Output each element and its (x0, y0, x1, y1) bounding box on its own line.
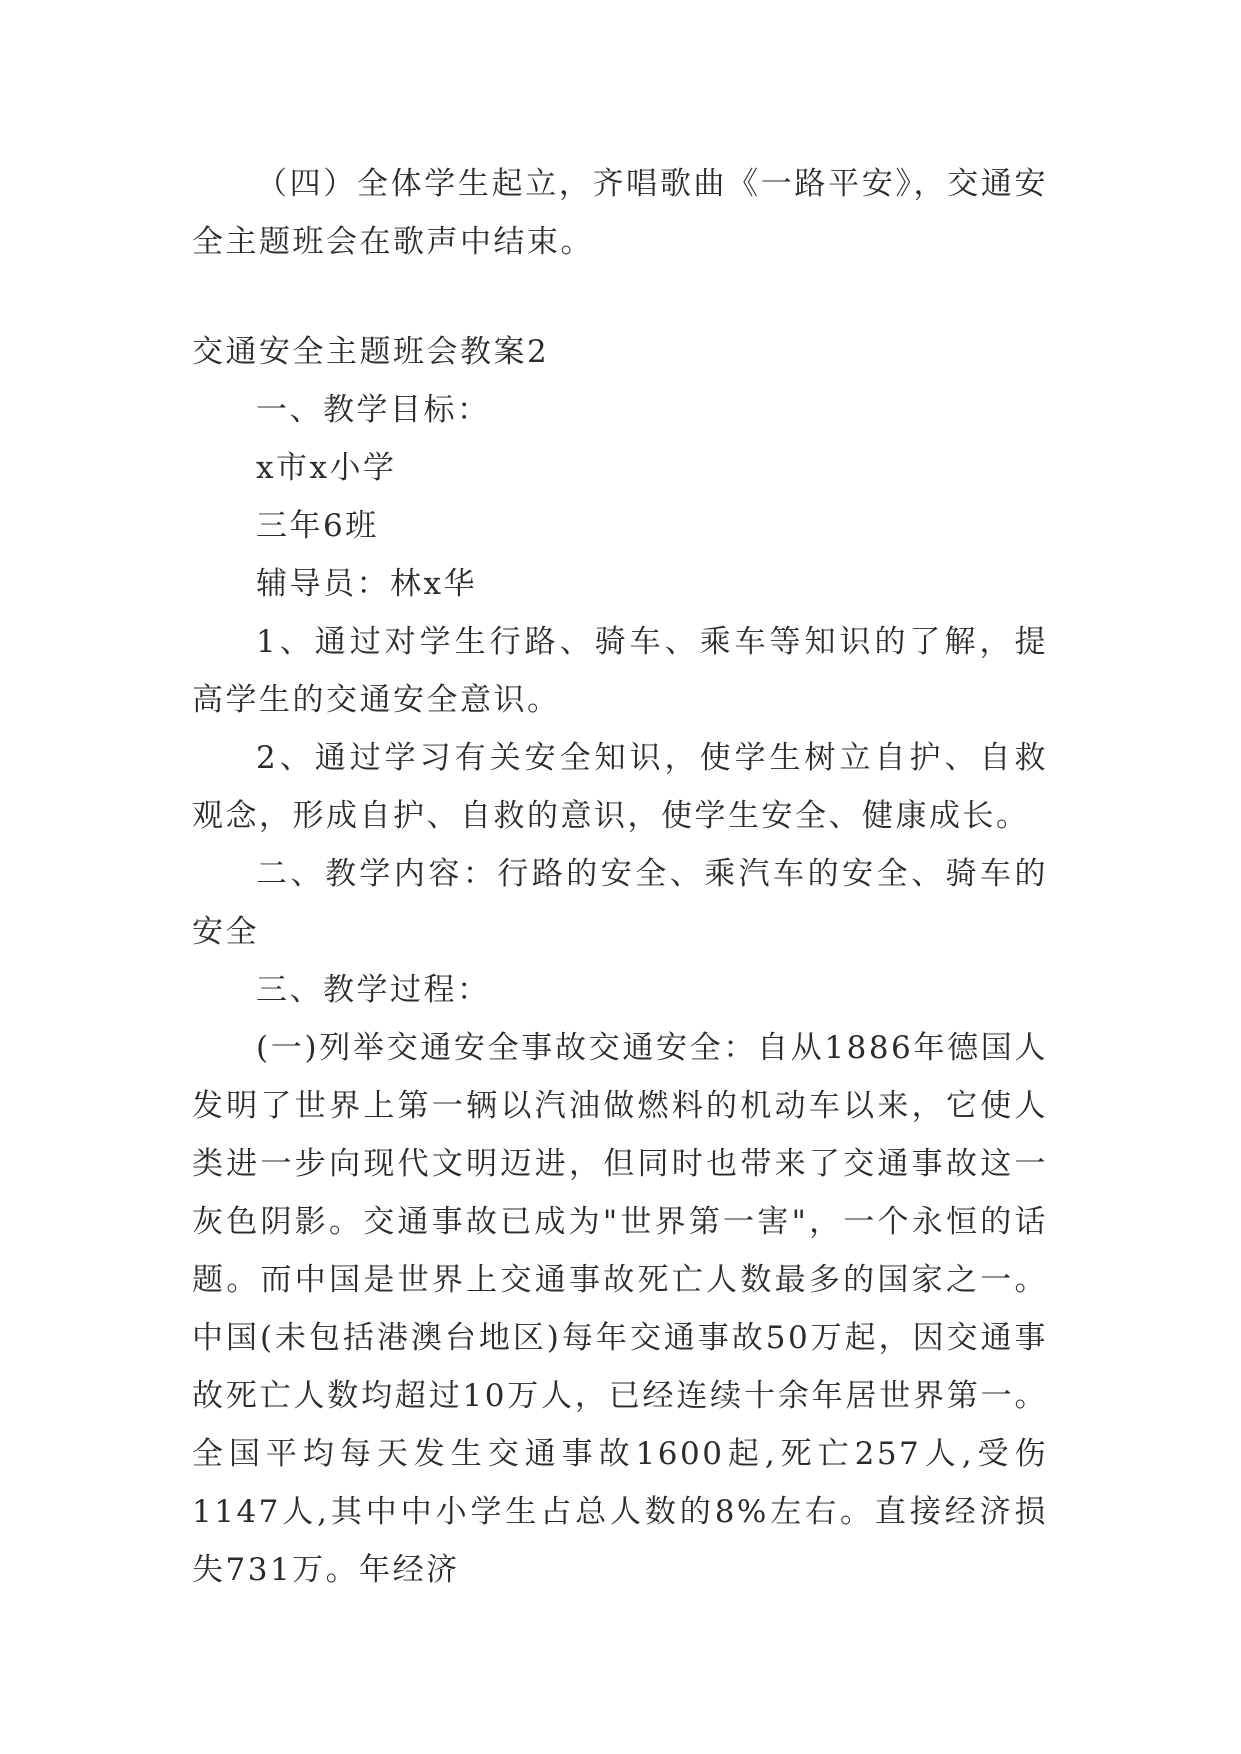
school-line: x市x小学 (256, 450, 397, 486)
section-spacer (192, 271, 1048, 323)
heading-teaching-process: 三、教学过程： (256, 972, 491, 1008)
closing-paragraph: （四）全体学生起立，齐唱歌曲《一路平安》，交通安全主题班会在歌声中结束。 (192, 166, 1048, 260)
class-line: 三年6班 (256, 508, 379, 544)
counselor-line: 辅导员：林x华 (256, 566, 477, 602)
heading-teaching-goals: 一、教学目标： (256, 392, 491, 428)
goal-item-1: 1、通过对学生行路、骑车、乘车等知识的了解，提高学生的交通安全意识。 (192, 624, 1048, 718)
section-title: 交通安全主题班会教案2 (192, 334, 550, 370)
teaching-content: 二、教学内容：行路的安全、乘汽车的安全、骑车的安全 (192, 856, 1048, 950)
document-body (192, 155, 1048, 1599)
goal-item-2: 2、通过学习有关安全知识，使学生树立自护、自救观念，形成自护、自救的意识，使学生安全、健康成长。 (192, 740, 1048, 834)
process-paragraph: (一)列举交通安全事故交通安全：自从1886年德国人发明了世界上第一辆以汽油做燃料的机动车以来，它使人类进一步向现代文明迈进，但同时也带来了交通事故这一灰色阴影。交通事故已成为"世界第一害"，一个永恒的话题。而中国是世界上交通事故死亡人数最多的国家之一。中国(未包括港澳台地区)每年交通事故50万起，因交通事故死亡人数均超过10万人，已经连续十余年居世界第一。全国平均每天发生交通事故1600起,死亡257人,受伤1147人,其中中小学生占总人数的8%左右。直接经济损失731万。年经济 (192, 1030, 1048, 1588)
